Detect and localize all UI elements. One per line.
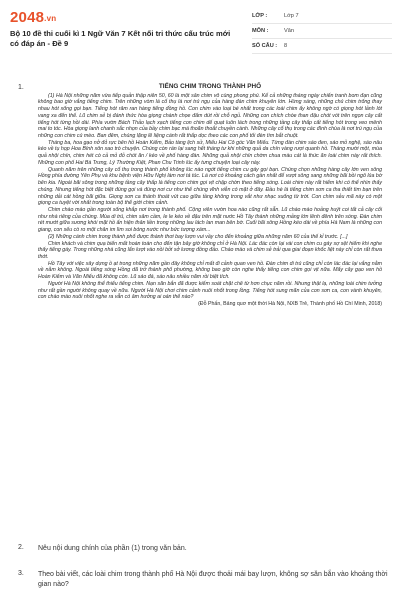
logo-main: 2048: [10, 9, 45, 26]
passage-paragraph: (1) Hà Nội những năm vừa tiếp quản thập niên 50, 60 là một sân chim vô cùng phong phú. Kể cả những tháng ngày chiến tranh bom đạn cũng không bao giờ vắng tiếng chim. Trên những vòm lá cổ thụ là nơi trú ngụ của hàng đàn chim khuyên lớn. Hừng sáng, những chú chim trống thay nhau hót xống gọi bạn. Tiếng hót râm ran hàng tiếng đồng hồ. Con chim vào loại bé nhất trong các loài chim ấy không ngờ có giọng hót lảnh lót vang xa đến thế. Lũ chim sẻ bị đánh thức hòa giọng chành chọe đấm dứt rồi chỗ ngủ. Những con chích chòe than đậu chót vót trên ngọn cây cất tiếng hót từng hồi dài. Phía vườn Bách Thảo lạch xạch tiếng con chim dế quạt luôn lách trong những tầng cây thấp cất tiếng hót trong veo mênh mai to tóc. Hòa giọng lanh chanh sắc nhọn của bầy chim bạc má thoăn thoắt chuyền cành. Những cây cổ thụ trong các đình chùa là nơi trú ngụ của những con chim cú mèo. Ban đêm, chúng lặng lẽ liệng cánh rất thấp dọc theo các con phố tối đèn tìm bắt chuột.: [38, 92, 382, 140]
passage-paragraph: Hồ Tây với việc xây dựng ồ ạt trong những năm gần đây không chỉ mất đi cảnh quan ven hồ. Đàn chim di trú cũng chỉ còn lác đác lại vắng nằm về nằm không. Ngoài tiếng sóng Hồng dã trở thành phố phường, không bao giờ còn nghe thấy tiếng con chim gọi vịt nữa. Mấy cây gạo ven hồ Hoàn Kiếm và Văn Miếu đã không còn. Lũ sáo đá, sáo nâu nhiều năm rồi biệt tích.: [38, 260, 382, 281]
passage-paragraph: Chim khách và chim quạ biến mất hoàn toàn cho đến tận bây giờ không chỉ ở Hà Nội. Lác đác còn lại vài con chim cu gáy sợ sệt hiếm khi nghe thấy tiếng gáy. Trong những nhà cũng lẩn lượt vào nồi bởi sở lương đồng đảo. Chào mào và chim sẻ trải qua giai đoạn khốc liệt này chỉ còn rất thưa thớt.: [38, 240, 382, 260]
meta-value: Văn: [284, 28, 294, 34]
meta-label: SỐ CÂU :: [252, 43, 278, 49]
passage-paragraph: (2) Những cánh chim trong thành phố được thành thơi bay lượn vui vầy cho đến khoảng giữa những năm 60 của thế kỉ trước. [...]: [48, 233, 348, 240]
meta-row-subject: [252, 24, 392, 39]
document-title: Bộ 10 đề thi cuối kì 1 Ngữ Văn 7 Kết nối tri thức cấu trúc mới có đáp án - Đề 9: [10, 29, 231, 48]
page-header: [0, 0, 400, 62]
passage-paragraph: Chim chào mào gần người sống khắp nơi trong thành phố. Cộng viên vườn hoa nào cũng rất sẵn. Lũ chào mào hoảng huýt coi tất cả cây cối như nhà riêng của chúng. Mùa di trú, chim sâm cầm, le le kéo về đậu trên mặt nước Hồ Tây thành những mảng lớn lênh đênh trên sóng. Đàn chim rét mướt giữa sương khói mặt hồ ẩn hiện thân liền trong những lau lách lan man bên bờ. Cuối bãi sông Hồng kéo dài về phía Hà Nam là những con giang, con sếu cò ro một chân im lìm soi bóng nước như bức tượng xám...: [38, 206, 382, 234]
site-logo[interactable]: [10, 9, 56, 26]
logo-tld: .vn: [44, 14, 57, 23]
passage-title: TIẾNG CHIM TRONG THÀNH PHỐ: [158, 83, 262, 90]
question-number-3: 3.: [18, 570, 24, 577]
passage-source: (Đỗ Phấn, Bảng quơ một thời Hà Nội, NXB Trẻ, Thành phố Hồ Chí Minh, 2018): [198, 301, 382, 307]
meta-table: [252, 9, 392, 54]
meta-row-class: [252, 9, 392, 24]
meta-value: 8: [284, 43, 288, 49]
passage-paragraph: Người Hà Nội không thể thiếu tiếng chim. Nạn săn bắn đã được kiểm soát chặt chẽ từ hơn chục năm rồi. Nhưng thật lạ, những loài chim tưởng như rất gần người không quay về nữa. Người Hà Nội chơi chim cảnh nuôi nhốt trong lồng. Tiếng hót sung mãn của con sơn ca, con vành khuyên, con chào mào nuôi nhốt nghe ra vẫn có âm hưởng ai oán thế nào?: [38, 280, 382, 301]
passage-paragraph: Quanh năm trên những cây cổ thụ trong thành phố không lúc nào ngớt tiếng chim cu gáy gọi bạn. Chúng chọn những hàng cây lớn ven sông Hồng phía đường Yên Phụ và khu bệnh viện Hữu Nghị làm nơi tá túc. Lá nơi có khoảng cách gần nhất để vượt sông sang những bãi bồi ngô lúa bờ bên kia. Ngoài bãi sông trong những tầng cây thấp là tiếng con chim gọi vịt chập chờn theo tiếng sóng. Loài chim này rất hiếm khi có thể nhìn thấy chúng. Nhưng tiếng hót đặc biệt đúng gọi và đúng nơi cư như thế chúng vĩnh viễn có mặt ở đây. Đầu hè là tiếng chim sơn ca tha thiết tìm bạn trên những dải cát hồng bãi giữa. Giọng sơn ca thánh thoát vút cao giữa tầng không trong vắt như nhạc xuống từ trời. Con chim sẻu mã này có một giọng ca tuyệt vời nhất trong toàn bộ thế giới chim cảnh.: [38, 166, 382, 207]
question-number-1: 1.: [18, 84, 24, 91]
question-text-2: Nêu nội dung chính của phần (1) trong văn bản.: [38, 545, 187, 552]
meta-label: MÔN :: [252, 28, 269, 34]
reading-passage: [38, 84, 382, 308]
question-text-3: Theo bài viết, các loài chim trong thành phố Hà Nội được thoải mái bay lượn, không sợ săn bắn vào khoảng thời gian nào?: [38, 571, 388, 588]
passage-paragraph: Tháng ba, hoa gạo nở đỏ rực bên hồ Hoàn Kiếm, Bảo tàng lịch sử, Miếu Hai Cô góc Văn Miếu. Từng đàn chim sáo đen, sáo mỏ nghệ, sáo nâu kéo về tụ họp Hoa Bính xôn xao trò chuyện. Chúng còn rán lại sang hết tháng tư khi những quả da chín vàng rượi quanh hồ. Tháng mười một, mùa quả nhội chín, chim hét cò cả mỏ đỏ chót ăn / kéo về phố hàng đàn. Những quả nhội chín chờm chua màu cát là thức ăn loài chim này rất thích. Những con phố Hai Bà Trưng, Lý Thường Kiệt, Phan Chu Trinh lúc ấy tưng chuyện loại cây này.: [38, 139, 382, 166]
meta-row-count: [252, 39, 392, 54]
meta-label: LỚP :: [252, 13, 268, 19]
meta-value: Lớp 7: [284, 13, 299, 19]
question-number-2: 2.: [18, 544, 24, 551]
